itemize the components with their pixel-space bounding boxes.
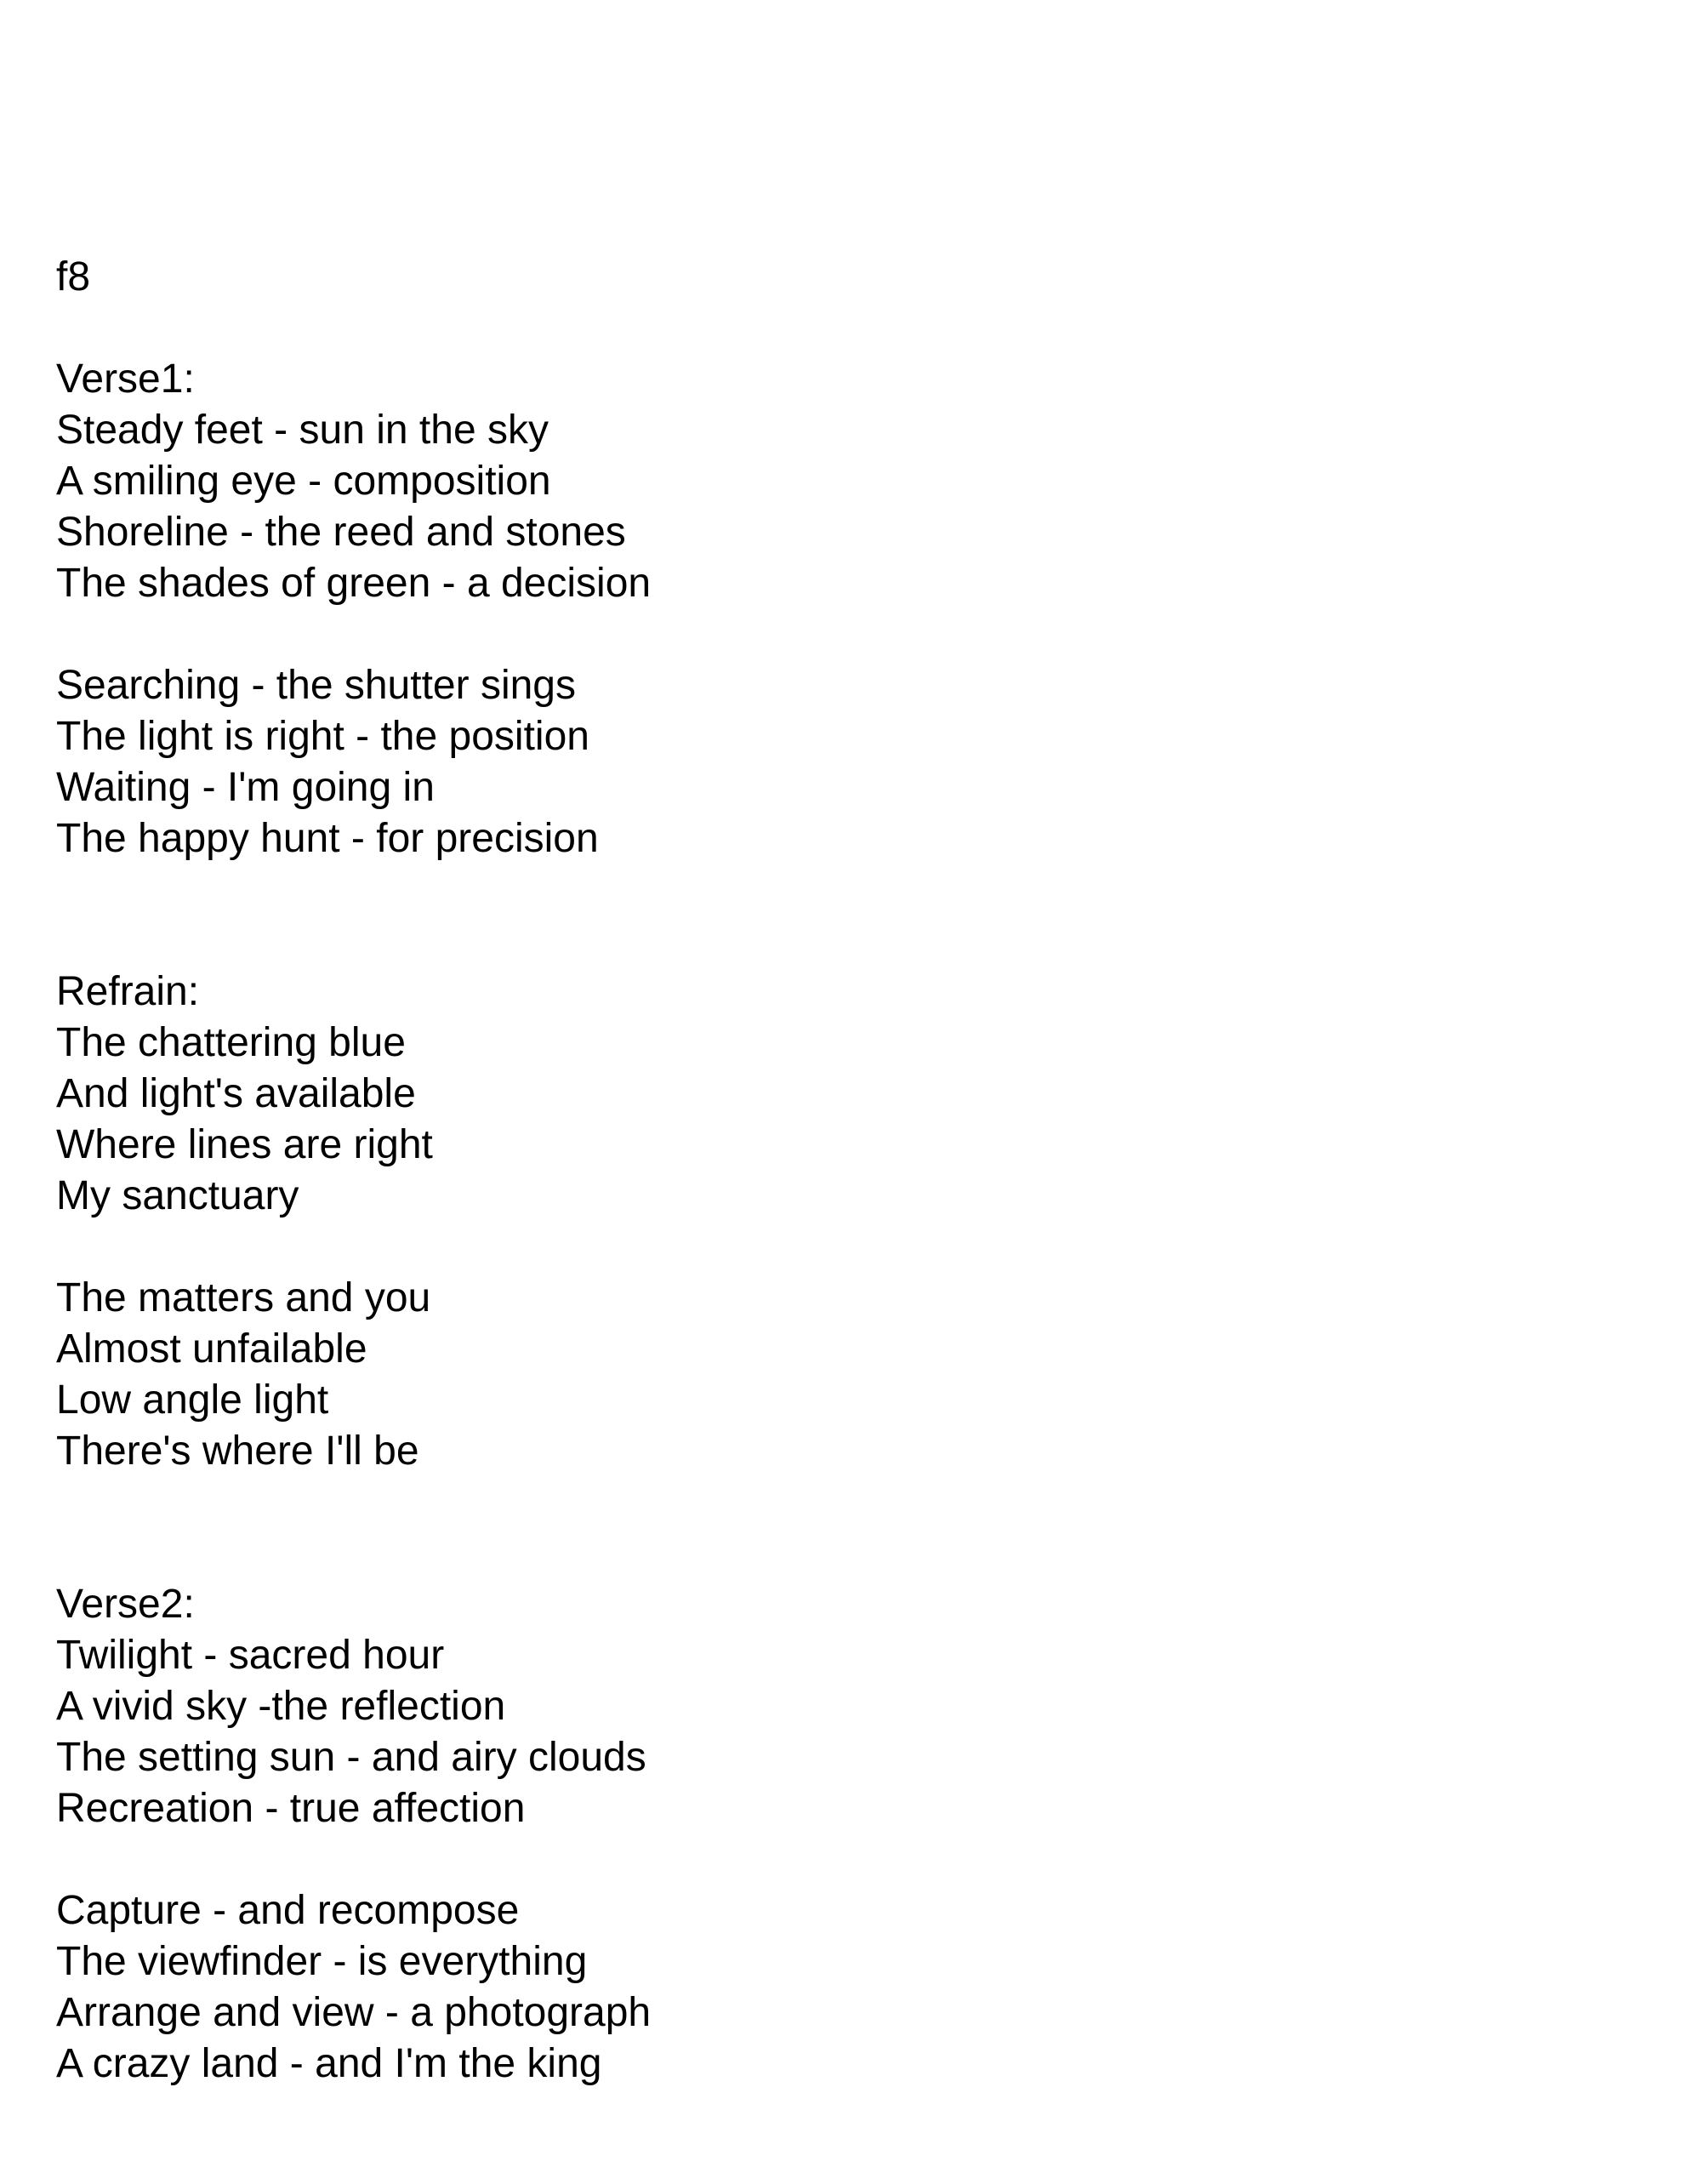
verse2-section (56, 1579, 1587, 2090)
lyric-line: The light is right - the position (56, 714, 589, 759)
spacer (56, 1222, 1587, 1273)
lyric-line: Capture - and recompose (56, 1888, 520, 1933)
lyric-line: Low angle light (56, 1377, 329, 1423)
lyric-line: Steady feet - sun in the sky (56, 408, 549, 453)
spacer (56, 864, 1587, 967)
lyric-line: My sanctuary (56, 1173, 299, 1218)
spacer (56, 609, 1587, 660)
verse1-section (56, 354, 1587, 864)
lyric-line: The setting sun - and airy clouds (56, 1735, 646, 1780)
lyric-line: A vivid sky -the reflection (56, 1684, 506, 1729)
lyric-line: Waiting - I'm going in (56, 765, 435, 810)
lyric-line: A smiling eye - composition (56, 459, 551, 504)
verse1-heading: Verse1: (56, 356, 195, 402)
spacer (56, 1477, 1587, 1579)
lyric-line: Shoreline - the reed and stones (56, 510, 626, 555)
lyric-line: The viewfinder - is everything (56, 1939, 588, 1984)
lyric-line: There's where I'll be (56, 1429, 419, 1474)
lyric-line: Where lines are right (56, 1122, 433, 1167)
lyric-line: And light's available (56, 1071, 416, 1116)
lyric-line: A crazy land - and I'm the king (56, 2041, 602, 2086)
lyric-line: Twilight - sacred hour (56, 1633, 445, 1678)
lyric-line: The happy hunt - for precision (56, 816, 599, 861)
lyric-line: The shades of green - a decision (56, 561, 652, 606)
song-title: f8 (56, 254, 91, 299)
lyric-line: Almost unfailable (56, 1326, 367, 1371)
refrain-heading: Refrain: (56, 969, 200, 1014)
spacer (56, 1834, 1587, 1885)
verse2-heading: Verse2: (56, 1582, 195, 1627)
lyrics-document (56, 252, 1587, 2090)
lyric-line: Searching - the shutter sings (56, 663, 576, 708)
lyric-line: Arrange and view - a photograph (56, 1990, 652, 2035)
lyric-line: Recreation - true affection (56, 1786, 526, 1831)
lyric-line: The chattering blue (56, 1020, 406, 1065)
lyric-line: The matters and you (56, 1275, 431, 1320)
spacer (56, 303, 1587, 354)
refrain-section (56, 967, 1587, 1477)
